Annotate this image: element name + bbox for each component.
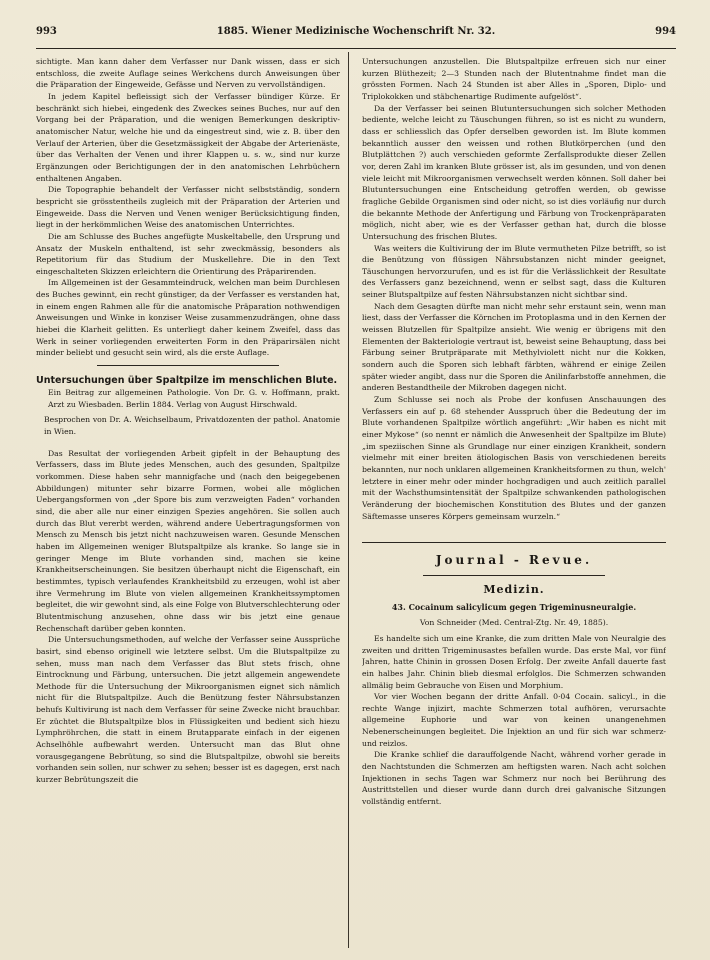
journal-header-title: 1885. Wiener Medizinische Wochenschrift Nr. 32. bbox=[216, 26, 496, 37]
section-separator bbox=[97, 365, 279, 366]
article-paragraph: Nach dem Gesagten dürfte man nicht mehr sehr erstaunt sein, wenn man liest, dass der Verfasser die Körnchen im Protoplasma und in den Kernen der weissen Blutzellen für Spaltpilze ansieht. Wie wenig er übrigens mit den Elementen der Bakteriologie vertraut ist, beweist seine Behauptung, dass bei Färbung seiner Brutpräparate mit Methylviolett nicht nur die Kokken, sondern auch die Sporen sich lebhaft färbten, während er einige Zeilen später wieder angibt, dass nur die Sporen die Anilinfarbstoffe annehmen, die anderen Bestandtheile der Mikroben dagegen nicht. bbox=[362, 301, 666, 393]
review-paragraph: sichtigte. Man kann daher dem Verfasser nur Dank wissen, dass er sich entschloss, die zweite Auflage seines Werkchens durch Anweisungen über die Präparation der Eingeweide, Gefässe und Nerven zu vervollständigen. bbox=[36, 57, 340, 90]
article-title: Untersuchungen über Spaltpilze im menschlichen Blute. bbox=[36, 375, 338, 387]
entry-paragraph: Vor vier Wochen begann der dritte Anfall. 0·04 Cocain. salicyl., in die rechte Wange injizirt, machte Schmerzen total aufhören, verursachte allgemeine Euphorie und war von keinen unangenehmen Nebenerscheinungen begleitet. Die Injektion an und für sich war schmerz- und reizlos. bbox=[362, 692, 666, 748]
journal-revue-heading: Journal - Revue. bbox=[435, 553, 593, 568]
article-paragraph: Was weiters die Kultivirung der im Blute vermutheten Pilze betrifft, so ist die Benützung von flüssigen Nährsubstanzen nicht minder geeignet, Täuschungen hervorzurufen, und es ist für die Verlässlichkeit der Resultate des Verfassers ganz bezeichnend, wenn er selbst sagt, dass die Kulturen seiner Blutspaltpilze auf festen Nährsubstanzen nicht sichtbar sind. bbox=[362, 243, 666, 300]
article-subtitle: Ein Beitrag zur allgemeinen Pathologie. Von Dr. G. v. Hoffmann, prakt. Arzt zu Wiesbaden. Berlin 1884. Verlag von August Hirschwald. bbox=[48, 388, 340, 409]
section-heading-medizin: Medizin. bbox=[483, 582, 545, 596]
review-paragraph: Im Allgemeinen ist der Gesammteindruck, welchen man beim Durchlesen des Buches gewinnt, ein recht günstiger, da der Verfasser es verstanden hat, in einem engen Rahmen alle für die anatomische Präparation nothwendigen Anweisungen und Winke in konziser Weise zusammenzudrängen, ohne dass hiebei die Klarheit gelitten. Es unterliegt daher keinem Zweifel, dass das Werk in seiner vorliegenden erweiterten Form in den Präparirsälen nicht minder beliebt und gesucht sein wird, als die erste Auflage. bbox=[36, 278, 340, 358]
article-paragraph: Zum Schlusse sei noch als Probe der konfusen Anschauungen des Verfassers ein auf p. 68 stehender Ausspruch über die Bedeutung der im Blute vorhandenen Spaltpilze wörtlich angeführt: „Wir haben es nicht mit einer Mykose“ (so nennt er nämlich die Anwesenheit der Spaltpilze im Blute) „im speziischen Sinne als Grundlage nur einer einzigen Krankheit, sondern vielmehr mit einer breiten ätiologischen Basis von verschiedenen bereits bekannten, nur noch unklaren allgemeinen Krankheitsformen zu thun, welch' letztere in einer mehr oder minder hochgradigen und auch zeitlich parallel mit der Wachsthumsintensität der Spaltpilze schwankenden pathologischen Veränderung der biochemischen Konstitution des Blutes und der ganzen Säftemasse unseres Körpers gemeinsam wurzeln.“ bbox=[362, 395, 666, 521]
page-number-right: 994 bbox=[655, 26, 676, 37]
article-paragraph: Da der Verfasser bei seinen Blutuntersuchungen sich solcher Methoden bediente, welche leicht zu Täuschungen führen, so ist es nicht zu wundern, dass er schliesslich das Opfer derselben geworden ist. Im Blute kommen bekanntlich ausser den weissen und rothen Blutkörperchen (und den Blutplättchen ?) auch verschieden geformte Zerfallsprodukte dieser Zellen vor, deren Zahl im kranken Blute grösser ist, als im gesunden, und von denen viele leicht mit Mikroorganismen verwechselt werden können. Soll daher bei Blutuntersuchungen eine Entscheidung getroffen werden, ob gewisse fragliche Gebilde Organismen sind oder nicht, so ist dies vorläufig nur durch die bekannte Methode der Anfertigung und Färbung von Trockenpräparaten möglich, nicht aber, wie es der Verfasser gethan hat, durch die blosse Untersuchung des frischen Blutes. bbox=[362, 103, 666, 241]
column-divider bbox=[348, 52, 349, 948]
entry-source: Von Schneider (Med. Central-Ztg. Nr. 49, 1885). bbox=[419, 618, 609, 628]
review-paragraph: Die am Schlusse des Buches angefügte Muskeltabelle, den Ursprung und Ansatz der Muskeln enthaltend, ist sehr zweckmässig, besonders als Repetitorium für das Studium der Muskellehre. Die in den Text eingeschalteten Skizzen erleichtern die Orientirung des Präparirenden. bbox=[36, 231, 340, 276]
entry-paragraph: Die Kranke schlief die darauffolgende Nacht, während vorher gerade in den Nachtstunden die Schmerzen am heftigsten waren. Nach acht solchen Injektionen in sechs Tagen war Schmerz nur noch bei Berührung des Austrittstellen und dieser wurde dann durch drei galvanische Sitzungen vollständig entfernt. bbox=[362, 750, 666, 807]
entry-title: 43. Cocainum salicylicum gegen Trigeminusneuralgie. bbox=[391, 601, 637, 612]
page-number-left: 993 bbox=[36, 26, 57, 37]
section-separator bbox=[362, 542, 666, 543]
article-paragraph: Das Resultat der vorliegenden Arbeit gipfelt in der Behauptung des Verfassers, dass im Blute jedes Menschen, auch des gesunden, Spaltpilze vorkommen. Diese haben sehr mannigfache und (nach den beigegebenen Abbildungen) mitunter sehr bizarre Formen, wobei alle möglichen Uebergangsformen von „der Spore bis zum verzweigten Faden“ vorhanden sind, die aber alle nur einer einzigen Spezies angehören. Sie sollen auch durch das Blut vererbt werden, während andere Uebertragungsformen von Mensch zu Mensch bis jetzt nicht nachzuweisen waren. Gesunde Menschen haben im Allgemeinen weniger Blutspaltpilze als kranke. So lange sie in geringer Menge im Blute vorhanden sind, machen sie keine Krankheitserscheinungen. Sie besitzen überhaupt nicht die Eigenschaft, ein bestimmtes, typisch verlaufendes Krankheitsbild zu erzeugen, wohl ist aber ihre Vermehrung im Blute von vielen allgemeinen Krankheitssymptomen begleitet, die wir gewohnt sind, als eine Folge von Blutverschlechterung oder Blutentmischung anzusehen, ohne dass wir bis jetzt eine genaue Rechenschaft darüber geben konnten. bbox=[36, 448, 340, 633]
review-paragraph: In jedem Kapitel befleissigt sich der Verfasser bündiger Kürze. Er beschränkt sich hiebei, eingedenk des Zweckes seines Buches, nur auf den Vorgang bei der Präparation, und die wenigen Bemerkungen deskriptiv-anatomischer Natur, welche hie und da eingestreut sind, wie z. B. über den Verlauf der Arterien, über die Gesetzmässigkeit der Abgabe der Arterienäste, über das Verhalten der Venen und ihrer Klappen u. s. w., sind nur kurze Ergänzungen oder Berichtigungen der in den anatomischen Lehrbüchern enthaltenen Angaben. bbox=[36, 91, 340, 183]
header-rule bbox=[36, 48, 676, 49]
right-column bbox=[362, 56, 666, 946]
entry-paragraph: Es handelte sich um eine Kranke, die zum dritten Male von Neuralgie des zweiten und dritten Trigeminusastes befallen wurde. Das erste Mal, vor fünf Jahren, hatte Chinin in grossen Dosen Erfolg. Der zweite Anfall dauerte fast ein halbes Jahr. Chinin blieb diesmal erfolglos. Die Schmerzen schwanden allmälig beim Gebrauche von Eisen und Morphium. bbox=[362, 633, 666, 690]
page-header bbox=[36, 26, 676, 42]
section-separator bbox=[423, 575, 605, 576]
article-paragraph: Die Untersuchungsmethoden, auf welche der Verfasser seine Aussprüche basirt, sind ebenso originell wie letztere selbst. Um die Blutspaltpilze zu sehen, muss man nach dem Verfasser das Blut stets frisch, ohne Eintrocknung und Färbung, untersuchen. Die jetzt allgemein angewendete Methode für die Untersuchung der Mikroorganismen eignet sich nämlich nicht für die Blutspaltpilze. Auch die Benützung fester Nährsubstanzen behufs Kultivirung ist nach dem Verfasser für seine Zwecke nicht brauchbar. Er züchtet die Blutspaltpilze blos in Flüssigkeiten und bedient sich hiezu Lymphröhrchen, die statt in einem Brutapparate einfach in der eigenen Achselhöhle aufbewahrt werden. Untersucht man das Blut ohne vorausgegangene Bebrütung, so sind die Blutspaltpilze, obwohl sie bereits vorhanden sein sollen, nur schwer zu sehen; besser ist es dagegen, erst nach kurzer Bebrütungszeit die bbox=[36, 635, 340, 785]
left-column bbox=[36, 56, 340, 946]
article-paragraph: Untersuchungen anzustellen. Die Blutspaltpilze erfreuen sich nur einer kurzen Blüthezeit; 2—3 Stunden nach der Blutentnahme findet man die grössten Formen. Nach 24 Stunden ist aber Alles in „Sporen, Diplo- und Triplokokken und stäbchenartige Rudimente aufgelöst“. bbox=[362, 57, 666, 101]
article-reviewer: Besprochen von Dr. A. Weichselbaum, Privatdozenten der pathol. Anatomie in Wien. bbox=[44, 415, 340, 437]
review-paragraph: Die Topographie behandelt der Verfasser nicht selbstständig, sondern bespricht sie grösstentheils zugleich mit der Präparation der Arterien und Eingeweide. Dass die Nerven und Venen weniger Berücksichtigung finden, liegt in der herkömmlichen Weise des anatomischen Unterrichtes. bbox=[36, 185, 340, 230]
